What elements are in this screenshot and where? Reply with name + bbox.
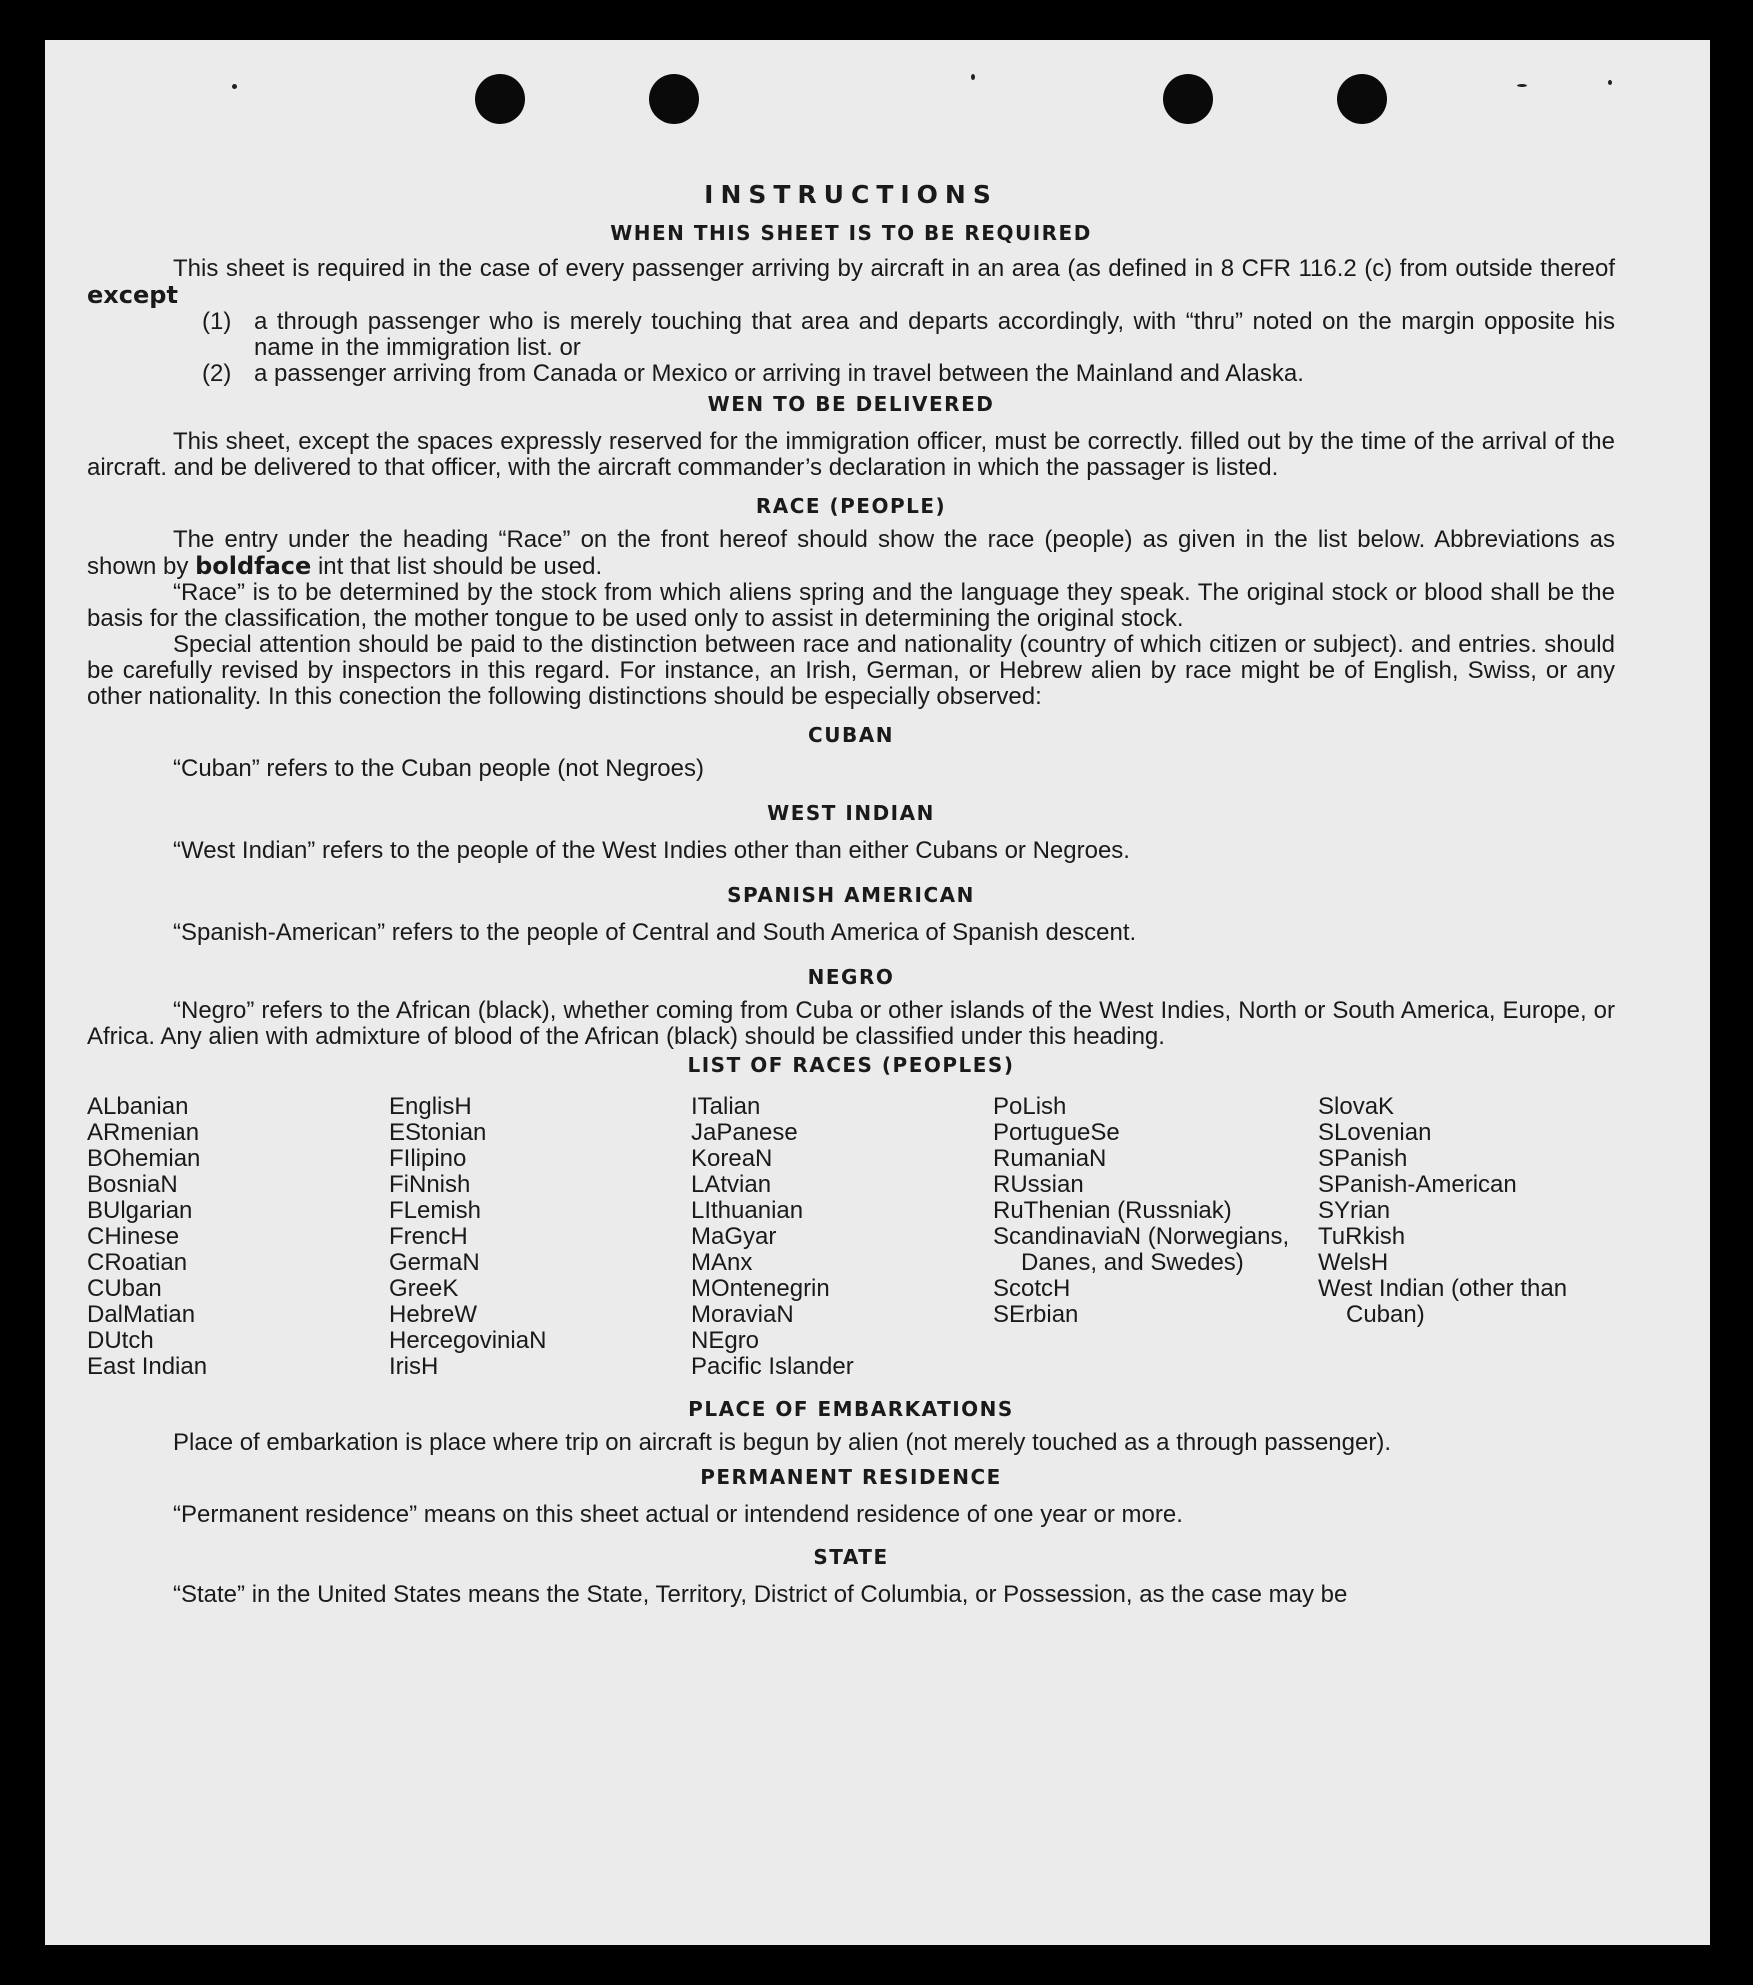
- race-entry: DUtch: [87, 1327, 154, 1354]
- permanent-residence-text: “Permanent residence” means on this sheet actual or intendend residence of one year or more.: [173, 1501, 1183, 1528]
- race-entry: SLovenian: [1318, 1119, 1432, 1146]
- race-entry: BOhemian: [87, 1145, 201, 1172]
- negro-text: “Negro” refers to the African (black), whether coming from Cuba or other islands of the West Indies, North or South America, Europe, or Africa. Any alien with admixture of blood of the African (black) should be classified under this heading.: [87, 997, 1615, 1050]
- list-item-text: a through passenger who is merely touching that area and departs accordingly, with “thru” noted on the margin opposite his name in the immigration list. or: [254, 308, 1615, 361]
- race-entry: MoraviaN: [691, 1301, 794, 1328]
- heading-spanish-american: SPANISH AMERICAN: [727, 883, 975, 907]
- instructions-content: [87, 178, 1615, 1608]
- race-entry: EStonian: [389, 1119, 487, 1146]
- race-entry: SlovaK: [1318, 1093, 1395, 1120]
- state-text: “State” in the United States means the State, Territory, District of Columbia, or Possession, as the case may be: [173, 1581, 1348, 1608]
- race-paragraph-2: “Race” is to be determined by the stock from which aliens spring and the language they speak. The original stock or blood shall be the basis for the classification, the mother tongue to be used only to assist in determining the original stock.: [87, 579, 1615, 632]
- race-entry: GreeK: [389, 1275, 459, 1302]
- race-entry: EnglisH: [389, 1093, 472, 1120]
- race-entry: FIlipino: [389, 1145, 467, 1172]
- heading-west-indian: WEST INDIAN: [767, 801, 935, 825]
- heading-embarkation: PLACE OF EMBARKATIONS: [688, 1397, 1014, 1421]
- race-entry: BUlgarian: [87, 1197, 193, 1224]
- races-column: [993, 1094, 1318, 1380]
- race-entry: JaPanese: [691, 1119, 798, 1146]
- race-p1-bold: boldface: [195, 552, 312, 580]
- list-item: [87, 361, 1615, 387]
- west-indian-text: “West Indian” refers to the people of the West Indies other than either Cubans or Negroes.: [173, 837, 1130, 864]
- heading-when-delivered: WEN TO BE DELIVERED: [707, 392, 995, 416]
- heading-list-of-races: LIST OF RACES (PEOPLES): [687, 1053, 1015, 1077]
- race-entry: RuThenian (Russniak): [993, 1197, 1232, 1224]
- race-paragraph-1: [87, 527, 1615, 580]
- race-entry: FiNnish: [389, 1171, 471, 1198]
- races-column: [389, 1094, 691, 1380]
- race-entry: CHinese: [87, 1223, 180, 1250]
- race-entry: LAtvian: [691, 1171, 772, 1198]
- race-entry: SPanish-American: [1318, 1171, 1517, 1198]
- race-entry: GermaN: [389, 1249, 480, 1276]
- race-entry: CRoatian: [87, 1249, 188, 1276]
- race-entry: SYrian: [1318, 1197, 1391, 1224]
- race-entry: West Indian (other than Cuban): [1318, 1275, 1568, 1328]
- race-paragraph-3: Special attention should be paid to the distinction between race and nationality (country of which citizen or subject). and entries. should be carefully revised by inspectors in this regard. For instance, an Irish, German, or Hebrew alien by race might be of English, Swiss, or any other nationality. In this conection the following distinctions should be especially observed:: [87, 631, 1615, 710]
- punch-hole: [649, 74, 699, 124]
- race-entry: HercegoviniaN: [389, 1327, 547, 1354]
- punch-hole: [1163, 74, 1213, 124]
- race-entry: BosniaN: [87, 1171, 178, 1198]
- list-item: [87, 309, 1615, 361]
- race-entry: ARmenian: [87, 1119, 200, 1146]
- heading-cuban: CUBAN: [808, 723, 894, 747]
- races-column: [691, 1094, 993, 1380]
- race-entry: FrencH: [389, 1223, 468, 1250]
- heading-negro: NEGRO: [807, 965, 895, 989]
- list-item-number: (2): [202, 360, 232, 387]
- cuban-text: “Cuban” refers to the Cuban people (not Negroes): [173, 755, 704, 782]
- race-entry: HebreW: [389, 1301, 478, 1328]
- races-column: [87, 1094, 389, 1380]
- races-column: [1318, 1094, 1615, 1380]
- document-sheet: [45, 40, 1710, 1945]
- speck: [971, 74, 975, 80]
- embarkation-text: Place of embarkation is place where trip on aircraft is begun by alien (not merely touched as a through passenger).: [173, 1429, 1391, 1456]
- heading-race: RACE (PEOPLE): [755, 494, 947, 518]
- race-entry: DalMatian: [87, 1301, 196, 1328]
- spanish-american-text: “Spanish-American” refers to the people of Central and South America of Spanish descent.: [173, 919, 1137, 946]
- race-p1-a: The entry under the heading “Race” on the front hereof should show the race (people) as given in the list below. Abbreviations as shown by: [87, 526, 1615, 580]
- race-p1-b: int that list should be used.: [317, 553, 603, 580]
- intro-text: This sheet is required in the case of every passenger arriving by aircraft in an area (as defined in 8 CFR 116.2 (c) from outside thereof: [173, 255, 1615, 282]
- race-entry: NEgro: [691, 1327, 760, 1354]
- race-entry: Pacific Islander: [691, 1353, 854, 1380]
- race-entry: TuRkish: [1318, 1223, 1406, 1250]
- intro-bold: except: [87, 281, 178, 309]
- race-entry: IrisH: [389, 1353, 439, 1380]
- speck: [1517, 84, 1527, 87]
- race-entry: PortugueSe: [993, 1119, 1120, 1146]
- race-entry: ITalian: [691, 1093, 761, 1120]
- race-entry: SPanish: [1318, 1145, 1408, 1172]
- when-required-intro: [87, 256, 1615, 309]
- race-entry: MaGyar: [691, 1223, 777, 1250]
- punch-hole: [475, 74, 525, 124]
- heading-state: STATE: [813, 1545, 889, 1569]
- document-title: INSTRUCTIONS: [704, 180, 998, 209]
- list-item-text: a passenger arriving from Canada or Mexico or arriving in travel between the Mainland and Alaska.: [254, 360, 1304, 387]
- races-list: [87, 1094, 1615, 1380]
- heading-when-required: WHEN THIS SHEET IS TO BE REQUIRED: [610, 221, 1092, 245]
- race-entry: MAnx: [691, 1249, 753, 1276]
- race-entry: RUssian: [993, 1171, 1084, 1198]
- list-item-number: (1): [202, 308, 232, 335]
- race-entry: FLemish: [389, 1197, 482, 1224]
- when-delivered-text: This sheet, except the spaces expressly reserved for the immigration officer, must be correctly. filled out by the time of the arrival of the aircraft. and be delivered to that officer, with the aircraft commander’s declaration in which the passager is listed.: [87, 428, 1615, 481]
- race-entry: ScotcH: [993, 1275, 1071, 1302]
- speck: [232, 84, 237, 89]
- race-entry: KoreaN: [691, 1145, 773, 1172]
- punch-hole: [1337, 74, 1387, 124]
- race-entry: LIthuanian: [691, 1197, 804, 1224]
- race-entry: East Indian: [87, 1353, 208, 1380]
- speck: [1608, 80, 1612, 85]
- race-entry: MOntenegrin: [691, 1275, 830, 1302]
- race-entry: ScandinaviaN (Norwegians, Danes, and Swedes): [993, 1223, 1290, 1276]
- race-entry: RumaniaN: [993, 1145, 1107, 1172]
- race-entry: CUban: [87, 1275, 162, 1302]
- race-entry: SErbian: [993, 1301, 1079, 1328]
- race-entry: WelsH: [1318, 1249, 1389, 1276]
- heading-permanent-residence: PERMANENT RESIDENCE: [700, 1465, 1002, 1489]
- race-entry: ALbanian: [87, 1093, 189, 1120]
- race-entry: PoLish: [993, 1093, 1067, 1120]
